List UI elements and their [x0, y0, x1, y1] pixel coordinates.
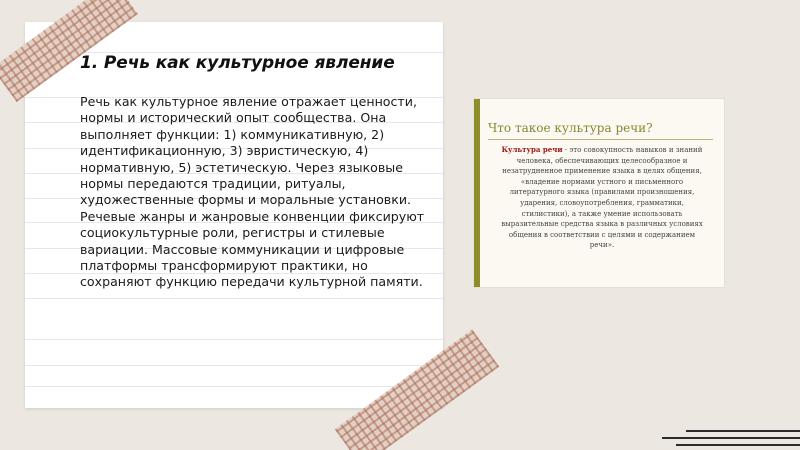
slide-heading: 1. Речь как культурное явление [80, 53, 395, 73]
decorative-stroke [686, 430, 800, 432]
title-underline [488, 139, 713, 140]
paper-rule [25, 298, 443, 299]
paper-rule [25, 365, 443, 366]
embedded-slide-definition [498, 145, 706, 251]
decorative-stroke [676, 444, 800, 446]
accent-bar [474, 99, 480, 287]
embedded-slide-title: Что такое культура речи? [488, 121, 653, 135]
slide-body-text: Речь как культурное явление отражает ценности, нормы и исторический опыт сообщества. Она выполняет функции: 1) коммуникативную, 2) идентификационную, 3) эвристическую, 4) нормативную, 5) эстетическую. Через языковые нормы передаются традиции, ритуалы, художественные формы и моральные установки. Речевые жанры и жанровые конвенции фиксируют социокультурные роли, регистры и стилевые вариации. Массовые коммуникации и цифровые платформы трансформируют практики, но сохраняют функцию передачи культурной памяти. [80, 94, 425, 290]
decorative-stroke [662, 437, 800, 439]
definition-text: - это совокупность навыков и знаний человека, обеспечивающих целесообразное и незатрудненное применение языка в целях общения, «владение нормами устного и письменного литературного языка (правилами произношения, ударения, словоупотребления, грамматики, стилистики), а также умение использовать выразительные средства языка в различных условиях общения в соответствии с целями и содержанием речи». [501, 146, 703, 250]
paper-rule [25, 386, 443, 387]
paper-rule [25, 339, 443, 340]
embedded-slide-image [474, 99, 724, 287]
definition-term: Культура речи [501, 145, 563, 154]
